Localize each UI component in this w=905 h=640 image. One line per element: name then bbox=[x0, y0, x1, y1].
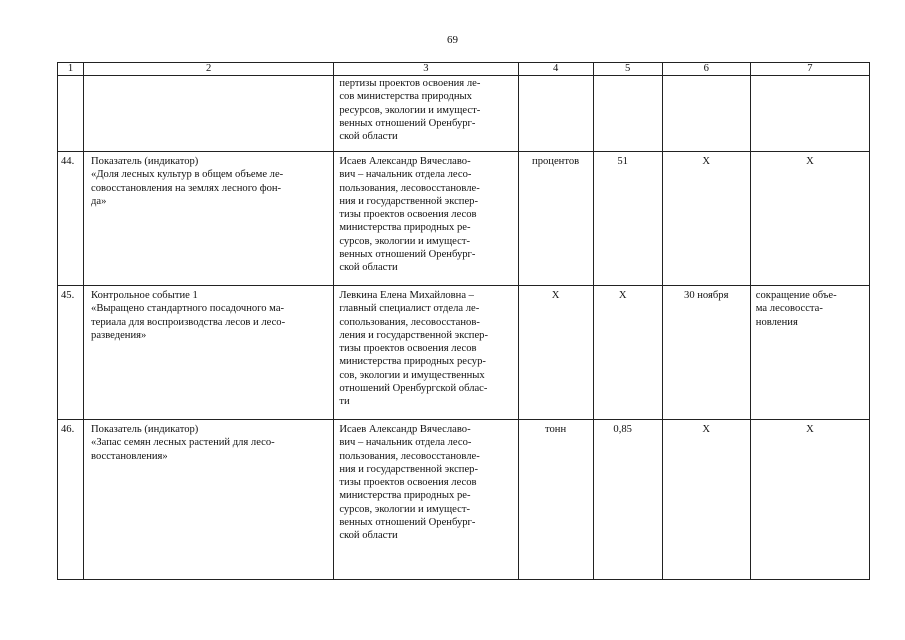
page-number: 69 bbox=[447, 34, 458, 46]
result-cell: сокращение объе- ма лесовосста- новления bbox=[750, 286, 869, 420]
responsible-cell: Исаев Александр Вячеславо- вич – начальник отдела лесо- пользования, лесовосстановле- ния и государственной экспер- тизы проектов освоения лесов министерства природных ре- сурсов, экологии и имущест- венных отношений Оренбург- ской области bbox=[334, 420, 518, 580]
date-cell: X bbox=[662, 152, 750, 286]
result-cell bbox=[750, 76, 869, 152]
table-row bbox=[58, 152, 870, 286]
responsible-cell: Левкина Елена Михайловна – главный специалист отдела ле- сопользования, лесовосстанов- ления и государственной экспер- тизы проектов освоения лесов министерства природных ресур- сов, экологии и имущественных отношений Оренбургской облас- ти bbox=[334, 286, 518, 420]
value-cell bbox=[593, 76, 662, 152]
table-row bbox=[58, 420, 870, 580]
description-cell: Контрольное событие 1 «Выращено стандартного посадочного ма- териала для воспроизводства лесов и лесо- разведения» bbox=[84, 286, 334, 420]
header-cell: 7 bbox=[750, 63, 869, 76]
number-cell: 46. bbox=[58, 420, 84, 580]
indicators-table bbox=[57, 62, 870, 580]
table-header-row bbox=[58, 63, 870, 76]
header-cell: 1 bbox=[58, 63, 84, 76]
unit-cell bbox=[518, 76, 593, 152]
number-cell: 44. bbox=[58, 152, 84, 286]
unit-cell: X bbox=[518, 286, 593, 420]
header-cell: 4 bbox=[518, 63, 593, 76]
unit-cell: тонн bbox=[518, 420, 593, 580]
header-cell: 3 bbox=[334, 63, 518, 76]
date-cell: 30 ноября bbox=[662, 286, 750, 420]
result-cell: X bbox=[750, 152, 869, 286]
description-cell: Показатель (индикатор) «Запас семян лесных растений для лесо- восстановления» bbox=[84, 420, 334, 580]
responsible-cell: пертизы проектов освоения ле- сов министерства природных ресурсов, экологии и имущест- венных отношений Оренбург- ской области bbox=[334, 76, 518, 152]
number-cell bbox=[58, 76, 84, 152]
value-cell: X bbox=[593, 286, 662, 420]
header-cell: 2 bbox=[84, 63, 334, 76]
value-cell: 0,85 bbox=[593, 420, 662, 580]
header-cell: 6 bbox=[662, 63, 750, 76]
unit-cell: процентов bbox=[518, 152, 593, 286]
date-cell bbox=[662, 76, 750, 152]
date-cell: X bbox=[662, 420, 750, 580]
responsible-cell: Исаев Александр Вячеславо- вич – начальник отдела лесо- пользования, лесовосстановле- ния и государственной экспер- тизы проектов освоения лесов министерства природных ре- сурсов, экологии и имущест- венных отношений Оренбург- ской области bbox=[334, 152, 518, 286]
value-cell: 51 bbox=[593, 152, 662, 286]
description-cell: Показатель (индикатор) «Доля лесных культур в общем объеме ле- совосстановления на землях лесного фон- да» bbox=[84, 152, 334, 286]
table-row bbox=[58, 76, 870, 152]
table-row bbox=[58, 286, 870, 420]
number-cell: 45. bbox=[58, 286, 84, 420]
result-cell: X bbox=[750, 420, 869, 580]
description-cell bbox=[84, 76, 334, 152]
header-cell: 5 bbox=[593, 63, 662, 76]
